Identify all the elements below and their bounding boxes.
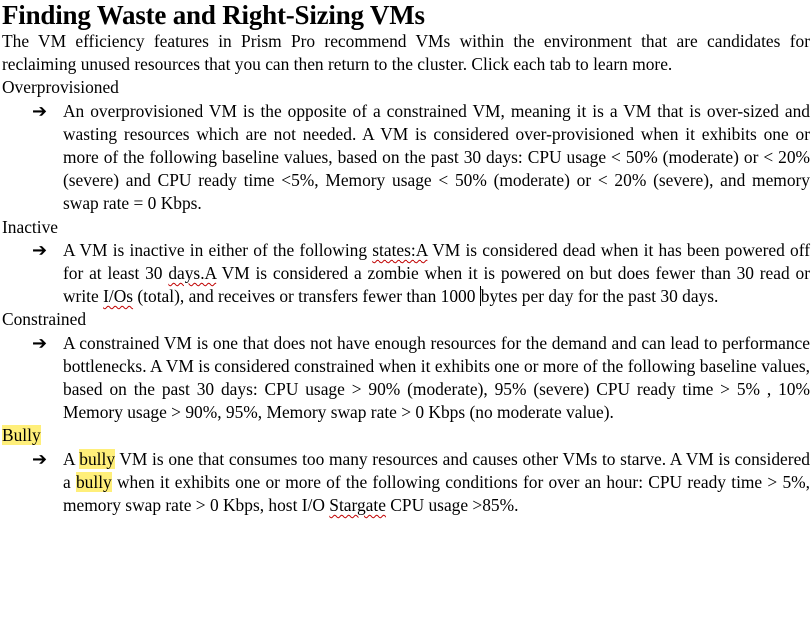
overprovisioned-text: An overprovisioned VM is the opposite of a constrained VM, meaning it is a VM that is over-sized and wasting resources which are not needed. A VM is considered over-provisioned when it exhibits one or more of the following baseline values, based on the past 30 days: CPU usage < 50% (moderate) or < 20% (severe) and CPU ready time <5%, Memory usage < 50% (moderate) or < 20% (severe), and memory swap rate = 0 Kbps. bbox=[63, 100, 810, 214]
arrow-bullet-icon: ➔ bbox=[32, 239, 48, 261]
inactive-text-5: bytes per day for the past 30 days. bbox=[480, 286, 719, 307]
constrained-text: A constrained VM is one that does not have enough resources for the demand and can lead to performance bottlenecks. A VM is considered constrained when it exhibits one or more of the following baseline values, based on the past 30 days: CPU usage > 90% (moderate), 95% (severe) CPU ready time > 5% , 10% Memory usage > 90%, 95%, Memory swap rate > 0 Kbps (no moderate value). bbox=[63, 332, 810, 423]
bullet-item-inactive bbox=[2, 239, 810, 309]
bullet-item-overprovisioned bbox=[2, 100, 810, 216]
misspelled-word: Stargate bbox=[329, 495, 386, 516]
section-label-constrained: Constrained bbox=[2, 309, 87, 330]
inactive-text-3: VM is considered a zombie when it is powered on but does fewer than 30 read or write bbox=[63, 263, 810, 307]
misspelled-word: I/Os bbox=[103, 286, 134, 307]
page-title: Finding Waste and Right-Sizing VMs bbox=[2, 0, 425, 30]
bully-text-3: when it exhibits one or more of the following conditions for over an hour: CPU ready time > 5%, memory swap rate > 0 Kbps, host I/O bbox=[63, 471, 810, 516]
highlighted-label: Bully bbox=[2, 425, 41, 446]
section-label-bully bbox=[2, 424, 810, 447]
arrow-bullet-icon: ➔ bbox=[32, 100, 48, 122]
arrow-bullet-icon: ➔ bbox=[32, 332, 48, 354]
highlighted-word: bully bbox=[75, 471, 112, 492]
bully-text-4: CPU usage >85%. bbox=[385, 495, 519, 516]
misspelled-word: days.A bbox=[168, 263, 217, 284]
section-label-overprovisioned: Overprovisioned bbox=[2, 77, 119, 98]
inactive-text-4: (total), and receives or transfers fewer than 1000 bbox=[133, 286, 480, 307]
intro-paragraph: The VM efficiency features in Prism Pro recommend VMs within the environment that are candidates for reclaiming unused resources that you can then return to the cluster. Click each tab to learn more. bbox=[2, 31, 810, 75]
highlighted-word: bully bbox=[79, 448, 116, 469]
section-label-inactive: Inactive bbox=[2, 216, 59, 237]
bully-text-1: A bbox=[63, 448, 80, 469]
bully-text-2: VM is one that consumes too many resources and causes other VMs to starve. A VM is considered a bbox=[63, 448, 810, 492]
bullet-item-bully bbox=[2, 448, 810, 518]
bullet-item-constrained bbox=[2, 332, 810, 425]
inactive-text-1: A VM is inactive in either of the following bbox=[63, 239, 373, 260]
misspelled-word: states:A bbox=[372, 239, 428, 260]
inactive-text-2: VM is considered dead when it has been powered off for at least 30 bbox=[63, 239, 810, 284]
arrow-bullet-icon: ➔ bbox=[32, 448, 48, 470]
